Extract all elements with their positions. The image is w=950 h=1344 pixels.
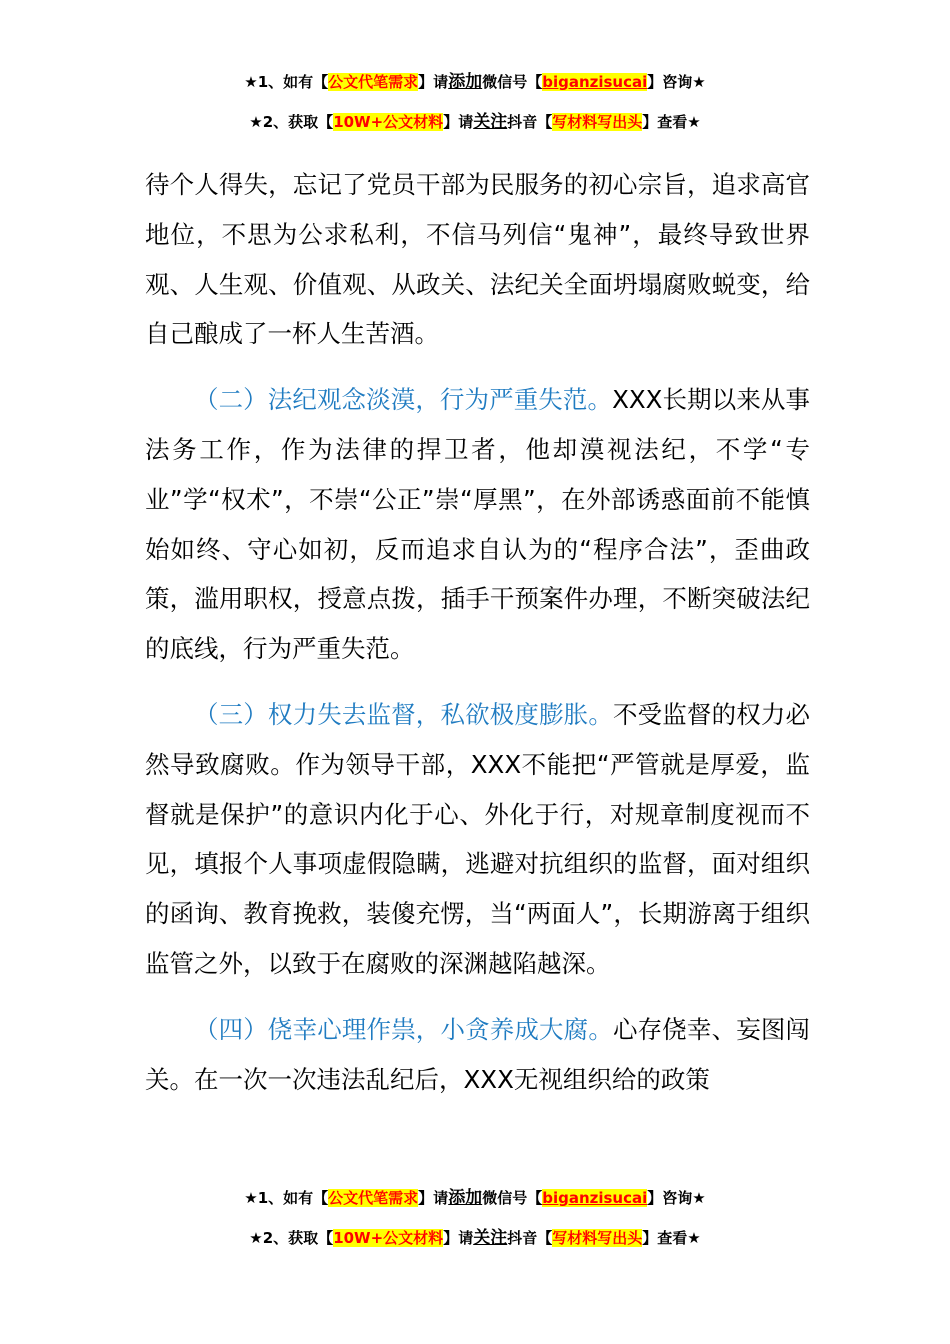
banner-emphasis: 关注 <box>473 112 508 132</box>
banner-text: 】请 <box>443 113 474 131</box>
banner-text: 微信号【 <box>482 1189 543 1207</box>
section-text: 心存侥幸、妄图闯关。在一次一次违法乱纪后，XXX无视组织给的政策 <box>145 1014 811 1094</box>
footer-banner-line-2 <box>0 1228 950 1248</box>
section-heading: （三）权力失去监督，私欲极度膨胀。 <box>194 699 613 729</box>
highlight-materials: 10W+公文材料 <box>333 1229 444 1247</box>
banner-text: ★2、获取【 <box>249 113 334 131</box>
paragraph-section-2 <box>145 375 810 674</box>
highlight-materials: 10W+公文材料 <box>333 113 444 131</box>
banner-text: ★1、如有【 <box>244 1189 329 1207</box>
banner-text: 】咨询★ <box>647 1189 706 1207</box>
document-body <box>145 160 810 1104</box>
paragraph-section-3 <box>145 690 810 989</box>
banner-text: ★1、如有【 <box>244 73 329 91</box>
highlight-service: 公文代笔需求 <box>328 1189 419 1207</box>
section-heading: （二）法纪观念淡漠，行为严重失范。 <box>194 385 613 415</box>
paragraph-section-4 <box>145 1005 810 1105</box>
banner-text: 抖音【 <box>507 113 553 131</box>
section-text: XXX长期以来从事法务工作，作为法律的捍卫者，他却漠视法纪，不学“专业”学“权术”，不崇“公正”崇“厚黑”，在外部诱惑面前不能慎始如终、守心如初，反而追求自认为的“程序合法”，歪曲政策，滥用职权，授意点拨，插手干预案件办理，不断突破法纪的底线，行为严重失范。 <box>145 385 811 664</box>
highlight-douyin-account: 写材料写出头 <box>552 1229 643 1247</box>
section-heading: （四）侥幸心理作祟，小贪养成大腐。 <box>194 1014 613 1044</box>
header-banner-line-1 <box>0 72 950 92</box>
header-banner-line-2 <box>0 112 950 132</box>
banner-text: ★2、获取【 <box>249 1229 334 1247</box>
banner-text: 】查看★ <box>642 113 701 131</box>
section-text: 不受监督的权力必然导致腐败。作为领导干部，XXX不能把“严管就是厚爱，监督就是保护”的意识内化于心、外化于行，对规章制度视而不见，填报个人事项虚假隐瞒，逃避对抗组织的监督，面对组织的函询、教育挽救，装傻充愣，当“两面人”，长期游离于组织监管之外，以致于在腐败的深渊越陷越深。 <box>145 699 811 978</box>
highlight-wechat-id: biganzisucai <box>542 1189 648 1207</box>
banner-text: 】请 <box>443 1229 474 1247</box>
paragraph-continued: 待个人得失，忘记了党员干部为民服务的初心宗旨，追求高官地位，不思为公求私利，不信马列信“鬼神”，最终导致世界观、人生观、价值观、从政关、法纪关全面坍塌腐败蜕变，给自己酿成了一杯人生苦酒。 <box>145 170 810 349</box>
banner-text: 微信号【 <box>482 73 543 91</box>
banner-text: 】请 <box>418 73 449 91</box>
banner-emphasis: 添加 <box>448 72 483 92</box>
banner-text: 】咨询★ <box>647 73 706 91</box>
banner-text: 】查看★ <box>642 1229 701 1247</box>
highlight-service: 公文代笔需求 <box>328 73 419 91</box>
footer-banner-line-1 <box>0 1188 950 1208</box>
highlight-wechat-id: biganzisucai <box>542 73 648 91</box>
banner-text: 】请 <box>418 1189 449 1207</box>
banner-emphasis: 关注 <box>473 1228 508 1248</box>
banner-emphasis: 添加 <box>448 1188 483 1208</box>
banner-text: 抖音【 <box>507 1229 553 1247</box>
highlight-douyin-account: 写材料写出头 <box>552 113 643 131</box>
